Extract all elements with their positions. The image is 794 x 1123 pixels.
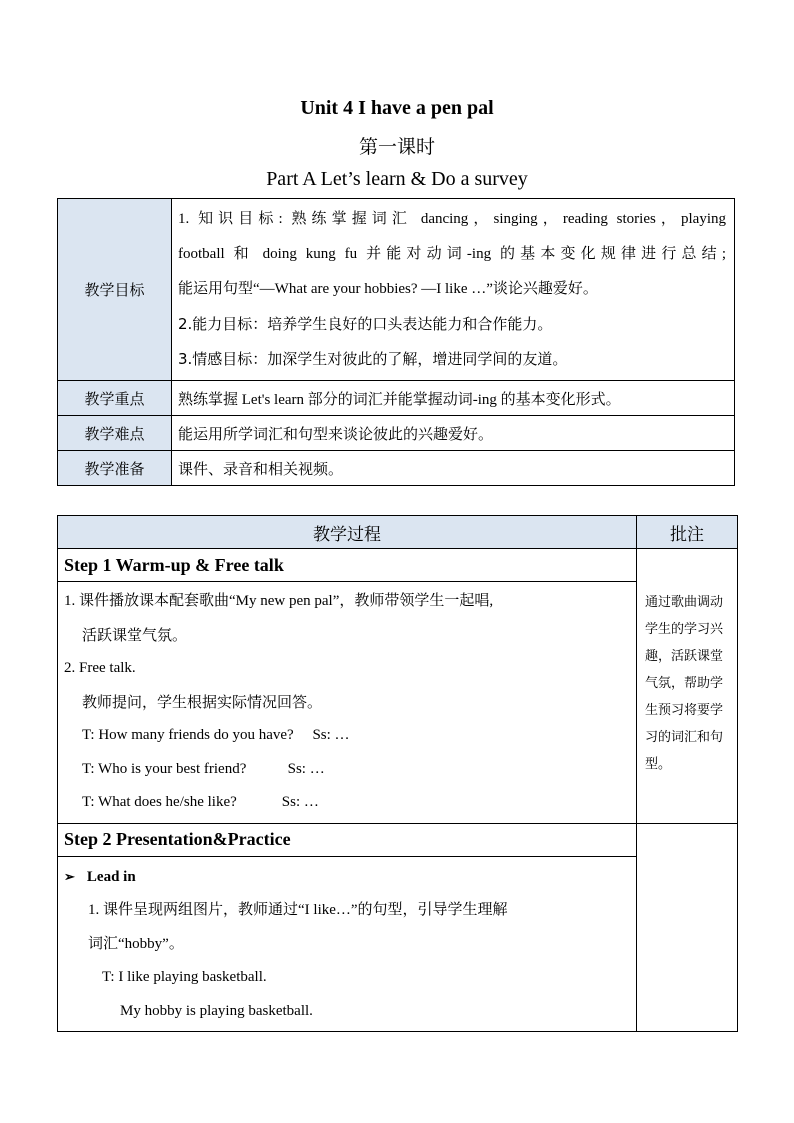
notes-header: 批注	[637, 516, 738, 549]
key-points-row	[58, 381, 735, 416]
key-points-content: 熟练掌握 Let's learn 部分的词汇并能掌握动词-ing 的基本变化形式。	[172, 381, 735, 416]
key-points-label: 教学重点	[58, 381, 172, 416]
goals-line: 3.情感目标：加深学生对彼此的了解，增进同学间的友道。	[178, 350, 568, 368]
step1-body-row	[58, 582, 738, 824]
step1-line: 活跃课堂气氛。	[82, 625, 188, 644]
step2-title: Step 2 Presentation&Practice	[58, 823, 637, 856]
step1-line: T: What does he/she like? Ss: …	[82, 794, 319, 810]
step2-line: 词汇“hobby”。	[88, 935, 184, 952]
preparation-content: 课件、录音和相关视频。	[172, 451, 735, 486]
document-title: Unit 4 I have a pen pal	[300, 97, 494, 119]
step1-line: T: Who is your best friend? Ss: …	[82, 760, 325, 777]
teaching-process-table	[57, 515, 738, 1032]
step2-line: T: I like playing basketball.	[102, 969, 267, 985]
step2-body	[58, 856, 637, 1032]
lead-in-item	[64, 860, 630, 895]
process-header-row	[58, 516, 738, 549]
goals-row	[58, 199, 735, 381]
step1-line: 1. 课件播放课本配套歌曲“My new pen pal”，教师带领学生一起唱,	[64, 593, 494, 609]
step2-line: My hobby is playing basketball.	[120, 1002, 313, 1019]
goals-content	[172, 199, 735, 381]
preparation-row	[58, 451, 735, 486]
step1-line: T: How many friends do you have? Ss: …	[82, 727, 350, 743]
part-title: Part A Let’s learn & Do a survey	[266, 168, 528, 190]
step1-title-row	[58, 549, 738, 582]
step2-line: 1. 课件呈现两组图片，教师通过“I like…”的句型，引导学生理解	[88, 902, 508, 918]
arrow-bullet-icon: ➢	[64, 868, 75, 884]
preparation-label: 教学准备	[58, 451, 172, 486]
step1-body	[58, 582, 637, 824]
step2-note	[637, 823, 738, 1032]
step1-note: 通过歌曲调动学生的学习兴趣，活跃课堂气氛，帮助学生预习将要学习的词汇和句型。	[637, 549, 738, 824]
step2-body-row	[58, 856, 738, 1032]
process-header: 教学过程	[58, 516, 637, 549]
goals-label: 教学目标	[58, 199, 172, 381]
step1-line: 2. Free talk.	[64, 660, 136, 676]
step1-line: 教师提问，学生根据实际情况回答。	[82, 692, 323, 711]
lesson-number: 第一课时	[358, 136, 435, 158]
lesson-info-table	[57, 198, 735, 486]
difficulty-content: 能运用所学词汇和句型来谈论彼此的兴趣爱好。	[172, 416, 735, 451]
step2-title-row	[58, 823, 738, 856]
goals-line: 能运用句型“—What are your hobbies? —I like …”谈论兴趣爱好。	[178, 281, 598, 297]
lead-in-label: Lead in	[86, 868, 136, 885]
difficulty-row	[58, 416, 735, 451]
difficulty-label: 教学难点	[58, 416, 172, 451]
goals-line: football 和 doing kung fu 并能对动词-ing 的基本变化规律进行总结;	[178, 246, 726, 262]
step1-title: Step 1 Warm-up & Free talk	[58, 549, 637, 582]
goals-line: 1. 知识目标: 熟练掌握词汇 dancing，singing，reading stories，playing	[178, 211, 726, 227]
goals-line: 2.能力目标：培养学生良好的口头表达能力和合作能力。	[178, 315, 553, 333]
